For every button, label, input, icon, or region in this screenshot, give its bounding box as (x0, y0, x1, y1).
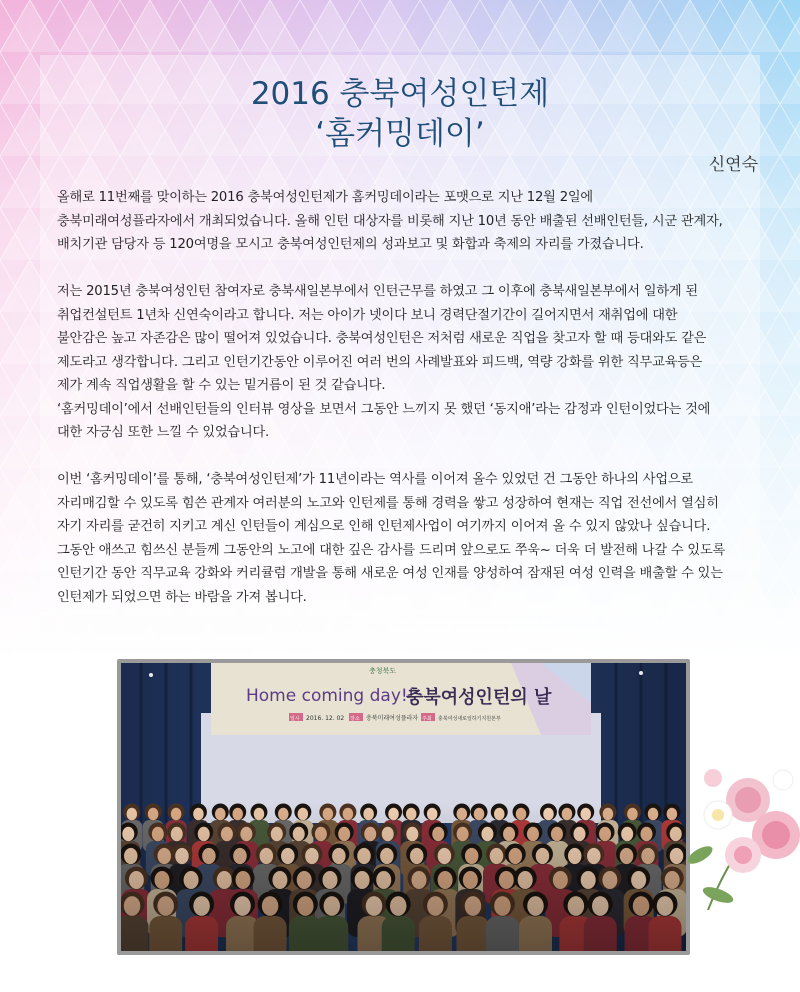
paragraph-3-line: 그동안 애쓰고 힘쓰신 분들께 그동안의 노고에 대한 깊은 감사를 드리며 앞으로도 쭈욱~ 더욱 더 발전해 나갈 수 있도록 (57, 542, 726, 558)
paragraph-2-line: 저는 2015년 충북여성인턴 참여자로 충북새일본부에서 인턴근무를 하였고 그 이후에 충북새일본부에서 일하게 된 (57, 284, 698, 299)
author-name: 신연숙 (708, 155, 758, 175)
paragraph-2-line: ‘홈커밍데이’에서 선배인턴들의 인터뷰 영상을 보면서 그동안 느끼지 못 했던 ‘동지애’라는 감정과 인턴이었다는 것에 (57, 401, 711, 417)
paragraph-3-line: 인턴기간 동안 직무교육 강화와 커리큘럼 개발을 통해 새로운 여성 인재를 양성하여 잠재된 여성 인력을 배출할 수 있는 (57, 566, 723, 581)
banner-place: 충북미래여성플라자 (366, 715, 419, 722)
article-body (57, 186, 757, 609)
paragraph-1-line: 배치기관 담당자 등 120여명을 모시고 충북여성인턴제의 성과보고 및 화합과 축제의 자리를 가졌습니다. (57, 237, 644, 252)
paragraph-3-line: 자기 자리를 굳건히 지키고 계신 인턴들이 계심으로 인해 인턴제사업이 여기까지 이어져 올 수 있지 않았나 싶습니다. (57, 519, 711, 534)
banner-place-tag: 장소 (350, 716, 360, 722)
page-title-line-2: ‘홈커밍데이’ (315, 116, 485, 152)
group-photo-frame (117, 659, 690, 955)
paragraph-2-line: 대한 자긍심 또한 느낄 수 있었습니다. (57, 425, 270, 440)
paragraph-2-line: 제가 계속 직업생활을 할 수 있는 밑거름이 된 것 같습니다. (57, 378, 386, 393)
banner-logo: 충청북도 (369, 667, 397, 675)
paragraph-1-line: 충북미래여성플라자에서 개최되었습니다. 올해 인턴 대상자를 비롯해 지난 10년 동안 배출된 선배인턴들, 시군 관계자, (57, 213, 723, 229)
paragraph-3-line: 인턴제가 되었으면 하는 바람을 가져 봅니다. (57, 589, 307, 605)
paragraph-2-line: 불안감은 높고 자존감은 많이 떨어져 있었습니다. 충북여성인턴은 저처럼 새로운 직업을 찾고자 할 때 등대와도 같은 (57, 331, 707, 346)
banner-date: 2016. 12. 02 (306, 715, 345, 722)
banner-date-tag: 일시 (290, 716, 300, 722)
paragraph-3-line: 이번 ‘홈커밍데이’를 통해, ‘충북여성인턴제’가 11년이라는 역사를 이어져 올수 있었던 건 그동안 하나의 사업으로 (57, 472, 693, 487)
banner-title-ko: 충북여성인턴의 날 (406, 687, 552, 708)
paragraph-2-line: 제도라고 생각합니다. 그리고 인턴기간동안 이루어진 여러 번의 사례발표와 피드백, 역량 강화를 위한 직무교육등은 (57, 354, 703, 370)
banner-host: 충북여성새로일하기지원본부 (438, 716, 501, 722)
group-photo-illustration (121, 663, 686, 951)
group-photo (121, 663, 686, 951)
paragraph-spacer (57, 257, 757, 281)
banner-title-en: Home coming day!! (246, 686, 415, 706)
paragraph-3-line: 자리매김할 수 있도록 힘쓴 관계자 여러분의 노고와 인턴제를 통해 경력을 쌓고 성장하여 현재는 직업 전선에서 열심히 (57, 495, 719, 511)
paragraph-2-line: 취업컨설턴트 1년차 신연숙이라고 합니다. 저는 아이가 넷이다 보니 경력단절기간이 길어지면서 재취업에 대한 (57, 307, 678, 323)
flower-decoration (688, 760, 800, 910)
paragraph-spacer (57, 445, 757, 469)
banner-host-tag: 주최 (422, 716, 432, 722)
paragraph-1-line: 올해로 11번째를 맞이하는 2016 충북여성인턴제가 홈커밍데이라는 포맷으로 지난 12월 2일에 (57, 190, 593, 205)
page-title-line-1: 2016 충북여성인턴제 (250, 76, 550, 112)
